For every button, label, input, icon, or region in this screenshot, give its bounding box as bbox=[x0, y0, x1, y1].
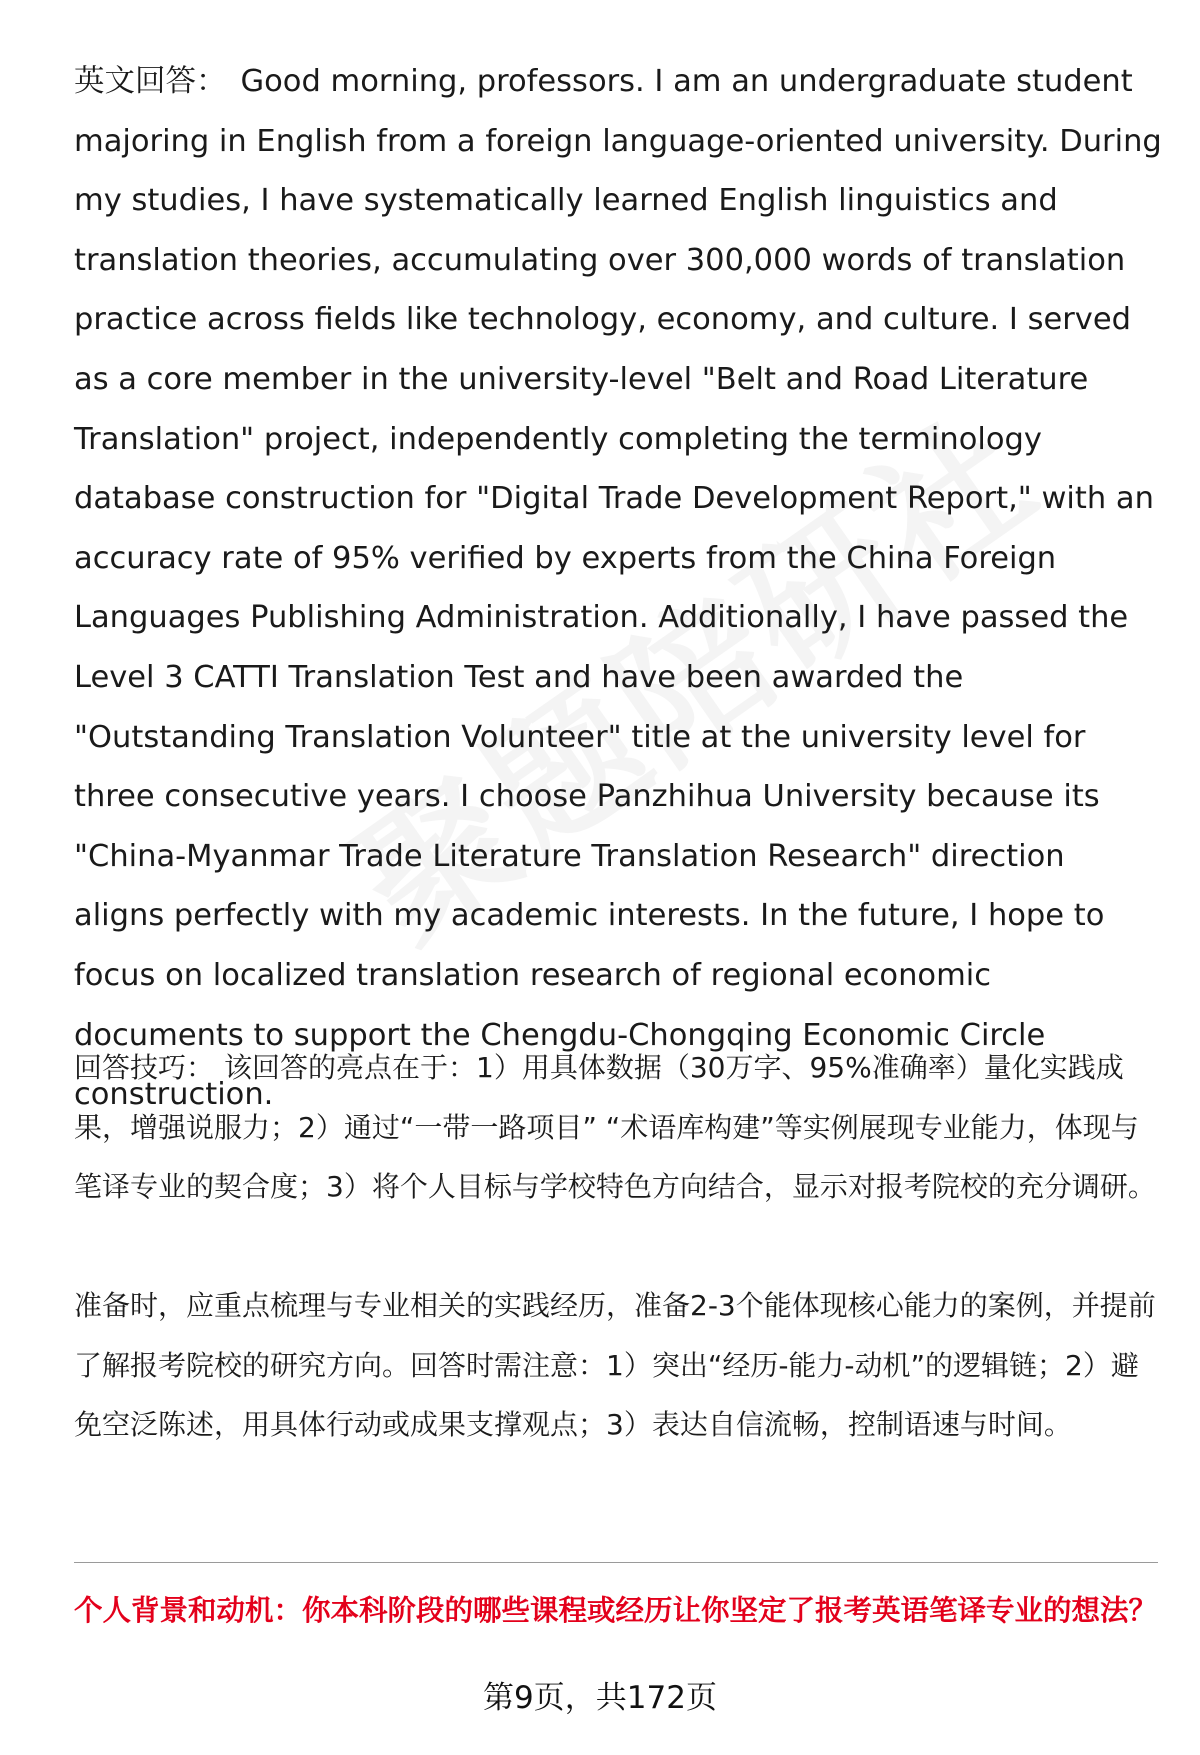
preparation-advice-paragraph: 准备时，应重点梳理与专业相关的实践经历，准备2-3个能体现核心能力的案例，并提前了解报考院校的研究方向。回答时需注意：1）突出“经历-能力-动机”的逻辑链；2）避免空泛陈述，用具体行动或成果支撑观点；3）表达自信流畅，控制语速与时间。 bbox=[74, 1289, 1156, 1442]
english-answer-label: 英文回答： bbox=[74, 64, 227, 99]
english-answer-text: Good morning, professors. I am an undergraduate student majoring in English from a foreign language-oriented university. During my studies, I have systematically learned English linguistics and translation theories, accumulating over 300,000 words of translation practice across fields like technology, economy, and culture. I served as a core member in the university-level "Belt and Road Literature Translation" project, independently completing the terminology database construction for "Digital Trade Development Report," with an accuracy rate of 95% verified by experts from the China Foreign Languages Publishing Administration. Additionally, I have passed the Level 3 CATTI Translation Test and have been awarded the "Outstanding Translation Volunteer" title at the university level for three consecutive years. I choose Panzhihua University because its "China-Myanmar Trade Literature Translation Research" direction aligns perfectly with my academic interests. In the future, I hope to focus on localized translation research of regional economic documents to support the Chengdu-Chongqing Economic Circle construction. bbox=[74, 64, 1162, 1113]
answer-tips-label: 回答技巧： bbox=[74, 1051, 215, 1084]
section-divider bbox=[74, 1562, 1158, 1563]
next-question-heading: 个人背景和动机：你本科阶段的哪些课程或经历让你坚定了报考英语笔译专业的想法？ bbox=[74, 1594, 1158, 1627]
answer-tips-text: 该回答的亮点在于：1）用具体数据（30万字、95%准确率）量化实践成果，增强说服力；2）通过“一带一路项目” “术语库构建”等实例展现专业能力，体现与笔译专业的契合度；3）将个人目标与学校特色方向结合，显示对报考院校的充分调研。 bbox=[74, 1051, 1156, 1204]
answer-tips-paragraph bbox=[74, 1038, 1164, 1217]
english-answer-paragraph bbox=[74, 52, 1164, 1125]
page-number: 第9页，共172页 bbox=[483, 1680, 717, 1716]
